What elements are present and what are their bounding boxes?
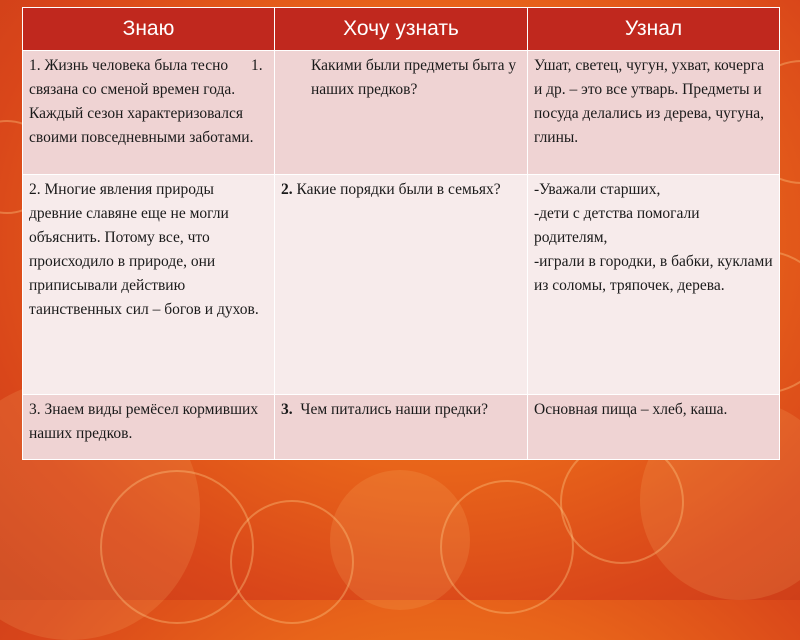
learned-line: -дети с детства помогали родителям,	[534, 205, 700, 246]
header-want: Хочу узнать	[275, 8, 528, 51]
list-number: 3.	[281, 401, 293, 418]
know-cell: 2. Многие явления природы древние славяне еще не могли объяснить. Потому все, что происходило в природе, они приписывали действию таинственных сил – богов и духов.	[23, 175, 275, 395]
background-ring	[440, 480, 574, 614]
want-text: Какие порядки были в семьях?	[296, 181, 501, 198]
table-row	[23, 51, 780, 175]
list-number: 1.	[251, 57, 263, 74]
table-row	[23, 395, 780, 460]
know-cell: 3. Знаем виды ремёсел кормивших наших предков.	[23, 395, 275, 460]
want-text: Какими были предметы быта у наших предков?	[311, 57, 517, 98]
kwl-table	[22, 7, 780, 460]
learned-cell: Ушат, светец, чугун, ухват, кочерга и др. – это все утварь. Предметы и посуда делались из дерева, чугуна, глины.	[528, 51, 780, 175]
want-text: Чем питались наши предки?	[300, 401, 489, 418]
learned-line: -играли в городки, в бабки, куклами из соломы, тряпочек, дерева.	[534, 253, 773, 294]
want-cell	[275, 175, 528, 395]
table-row	[23, 175, 780, 395]
learned-cell: Основная пища – хлеб, каша.	[528, 395, 780, 460]
learned-line: -Уважали старших,	[534, 181, 661, 198]
list-number: 2.	[281, 181, 293, 198]
header-learned: Узнал	[528, 8, 780, 51]
want-cell	[275, 395, 528, 460]
learned-cell	[528, 175, 780, 395]
header-row	[23, 8, 780, 51]
want-cell	[251, 51, 528, 175]
know-cell: 1. Жизнь человека была тесно связана со сменой времен года. Каждый сезон характеризовался своими повседневными заботами.	[23, 51, 275, 175]
header-know: Знаю	[23, 8, 275, 51]
